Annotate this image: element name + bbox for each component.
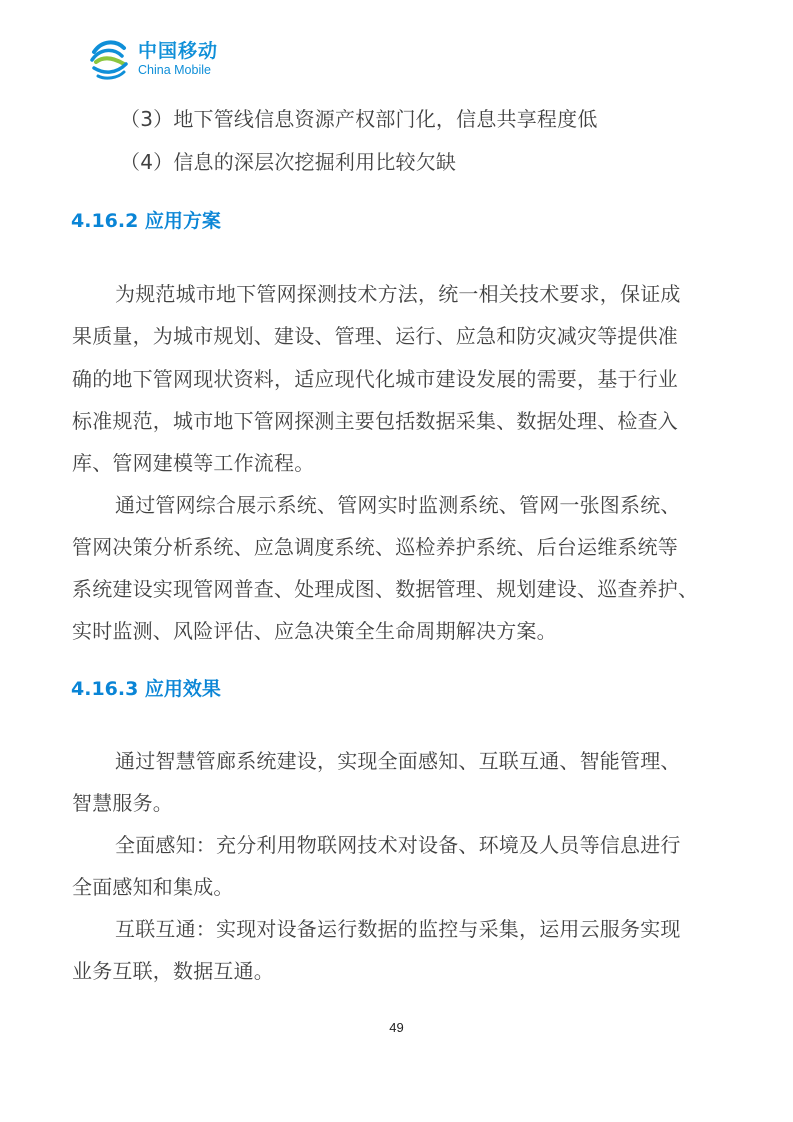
paragraph-line: 互联互通：实现对设备运行数据的监控与采集，运用云服务实现 [115,917,681,941]
list-item: （4）信息的深层次挖掘利用比较欠缺 [120,150,457,174]
china-mobile-logo [86,36,218,82]
section-heading: 4.16.3 应用效果 [71,678,221,700]
logo-chinese-text: 中国移动 [138,39,219,62]
paragraph-line: 通过智慧管廊系统建设，实现全面感知、互联互通、智能管理、 [115,749,681,773]
paragraph-line: 为规范城市地下管网探测技术方法，统一相关技术要求，保证成 [115,282,681,306]
china-mobile-swirl-icon [86,36,132,82]
paragraph-line: 确的地下管网现状资料，适应现代化城市建设发展的需要，基于行业 [72,367,678,391]
section-heading: 4.16.2 应用方案 [71,210,221,232]
logo-english-text: China Mobile [138,62,211,77]
list-item: （3）地下管线信息资源产权部门化，信息共享程度低 [120,107,598,131]
paragraph-line: 库、管网建模等工作流程。 [72,451,315,475]
paragraph-line: 果质量，为城市规划、建设、管理、运行、应急和防灾减灾等提供准 [72,324,678,348]
paragraph-line: 业务互联，数据互通。 [72,959,274,983]
paragraph-line: 全面感知：充分利用物联网技术对设备、环境及人员等信息进行 [115,833,681,857]
paragraph-line: 通过管网综合展示系统、管网实时监测系统、管网一张图系统、 [115,493,681,517]
paragraph-line: 实时监测、风险评估、应急决策全生命周期解决方案。 [72,619,557,643]
paragraph-line: 系统建设实现管网普查、处理成图、数据管理、规划建设、巡查养护、 [72,577,699,601]
paragraph-line: 标准规范，城市地下管网探测主要包括数据采集、数据处理、检查入 [72,409,678,433]
paragraph-line: 智慧服务。 [72,791,173,815]
page-number: 49 [389,1020,404,1035]
paragraph-line: 管网决策分析系统、应急调度系统、巡检养护系统、后台运维系统等 [72,535,678,559]
paragraph-line: 全面感知和集成。 [72,875,234,899]
